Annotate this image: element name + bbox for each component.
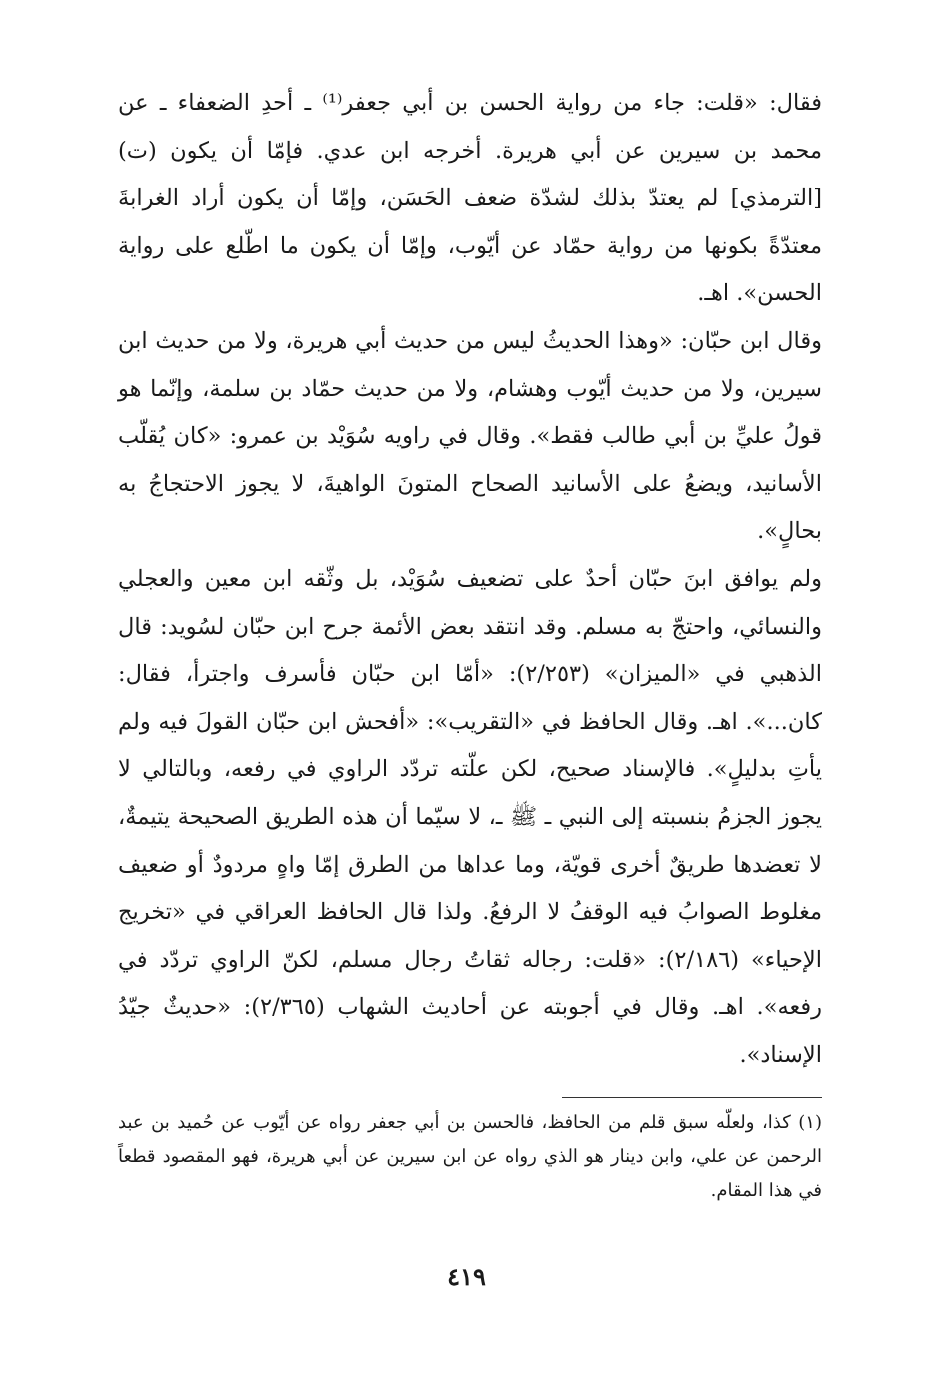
footnote-1: (١) كذا، ولعلّه سبق قلم من الحافظ، فالحسن بن أبي جعفر رواه عن أيّوب عن حُميد بن عبد الرحمن عن علي، وابن دينار هو الذي رواه عن ابن سيرين عن أبي هريرة، فهو المقصود قطعاً في هذا المقام.	[118, 1112, 822, 1201]
main-text	[118, 80, 822, 1079]
page-number: ٤١٩	[447, 1262, 486, 1291]
paragraph-1: فقال: «قلت: جاء من رواية الحسن بن أبي جعفر⁽¹⁾ ـ أحدِ الضعفاء ـ عن محمد بن سيرين عن أبي هريرة. أخرجه ابن عدي. فإمّا أن يكون (ت) [الترمذي] لم يعتدّ بذلك لشدّة ضعف الحَسَن، وإمّا أن يكون أراد الغرابةَ معتدّةً بكونها من رواية حمّاد عن أيّوب، وإمّا أن يكون ما اطّلع على رواية الحسن». اهـ.	[118, 90, 822, 307]
paragraph-3: ولم يوافق ابنَ حبّان أحدٌ على تضعيف سُوَيْد، بل وثّقه ابن معين والعجلي والنسائي، واحتجّ به مسلم. وقد انتقد بعض الأئمة جرح ابن حبّان لسُويد: قال الذهبي في «الميزان» (٢/٢٥٣): «أمّا ابن حبّان فأسرف واجترأ، فقال: كان...». اهـ. وقال الحافظ في «التقريب»: «أفحش ابن حبّان القولَ فيه ولم يأتِ بدليلٍ». فالإسناد صحيح، لكن علّته تردّد الراوي في رفعه، وبالتالي لا يجوز الجزمُ بنسبته إلى النبي ـ ﷺ ـ، لا سيّما أن هذه الطريق الصحيحة يتيمةٌ، لا تعضدها طريقٌ أخرى قويّة، وما عداها من الطرق إمّا واهٍ مردودٌ أو ضعيف مغلوط الصوابُ فيه الوقفُ لا الرفعُ. ولذا قال الحافظ العراقي في «تخريج الإحياء» (٢/١٨٦): «قلت: رجاله ثقاتُ رجال مسلم، لكنّ الراوي تردّد في رفعه». اهـ. وقال في أجوبته عن أحاديث الشهاب (٢/٣٦٥): «حديثٌ جيّدُ الإسناد».	[118, 565, 823, 1068]
footnote-divider	[562, 1097, 822, 1098]
paragraph-2: وقال ابن حبّان: «وهذا الحديثُ ليس من حديث أبي هريرة، ولا من حديث ابن سيرين، ولا من حديث أيّوب وهشام، ولا من حديث حمّاد بن سلمة، وإنّما هو قولُ عليِّ بن أبي طالب فقط». وقال في راويه سُوَيْد بن عمرو: «كان يُقلّب الأسانيد، ويضعُ على الأسانيد الصحاح المتونَ الواهيةَ، لا يجوز الاحتجاجُ به بحالٍ».	[118, 327, 822, 545]
footnotes	[118, 1106, 822, 1208]
